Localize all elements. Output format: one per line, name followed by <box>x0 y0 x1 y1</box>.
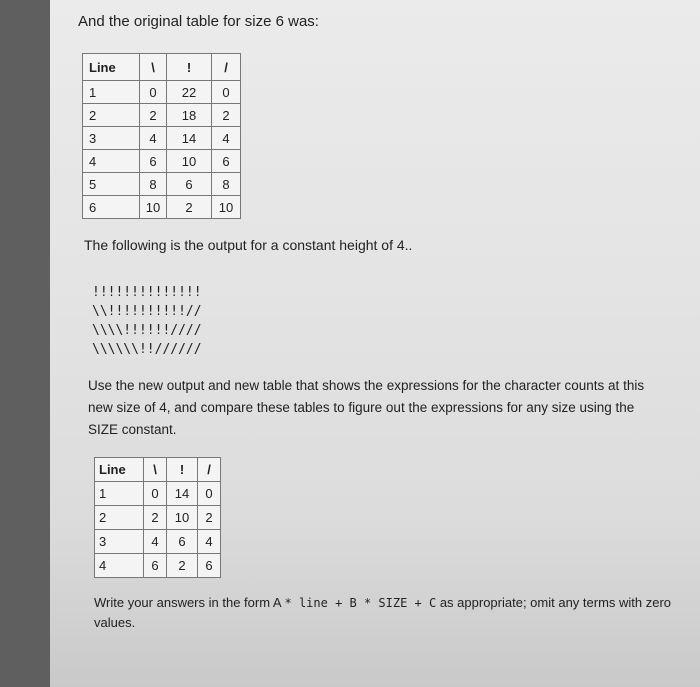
table-row <box>95 554 221 578</box>
pattern-line-2: \\!!!!!!!!!!// <box>92 304 202 319</box>
table-cell: 6 <box>83 196 140 219</box>
header-cell: \ <box>140 54 167 81</box>
table-cell: 0 <box>144 482 167 506</box>
table-cell: 2 <box>198 506 221 530</box>
table-cell: 2 <box>144 506 167 530</box>
table-row <box>95 482 221 506</box>
table-row <box>83 173 241 196</box>
header-cell: ! <box>167 54 212 81</box>
table-cell: 6 <box>140 150 167 173</box>
table-cell: 4 <box>140 127 167 150</box>
table-cell: 3 <box>95 530 144 554</box>
answer-note-suffix: as appropriate; omit any terms with zero values. <box>94 595 672 630</box>
table-cell: 0 <box>140 81 167 104</box>
table-cell: 5 <box>83 173 140 196</box>
table-cell: 2 <box>167 196 212 219</box>
table-row <box>95 530 221 554</box>
table-size-6 <box>82 53 241 219</box>
ascii-pattern-output <box>92 283 202 359</box>
table-cell: 8 <box>212 173 241 196</box>
table-cell: 4 <box>83 150 140 173</box>
table-cell: 1 <box>95 482 144 506</box>
table-cell: 1 <box>83 81 140 104</box>
table-cell: 10 <box>167 506 198 530</box>
table-cell: 22 <box>167 81 212 104</box>
pattern-line-3: \\\\!!!!!!//// <box>92 323 202 338</box>
pattern-line-1: !!!!!!!!!!!!!! <box>92 285 202 300</box>
table-row <box>83 104 241 127</box>
heading-original-table: And the original table for size 6 was: <box>78 13 319 30</box>
table-cell: 3 <box>83 127 140 150</box>
table-cell: 6 <box>167 173 212 196</box>
table-row <box>83 127 241 150</box>
table-cell: 6 <box>212 150 241 173</box>
header-cell: \ <box>144 458 167 482</box>
table-cell: 4 <box>198 530 221 554</box>
table-cell: 4 <box>95 554 144 578</box>
table-cell: 2 <box>212 104 241 127</box>
table-cell: 14 <box>167 482 198 506</box>
table-cell: 10 <box>212 196 241 219</box>
table-cell: 14 <box>167 127 212 150</box>
table-row <box>95 506 221 530</box>
answer-format-note <box>94 593 674 632</box>
table-cell: 6 <box>198 554 221 578</box>
table-row <box>83 196 241 219</box>
header-cell: / <box>198 458 221 482</box>
answer-note-prefix: Write your answers in the form A <box>94 595 285 610</box>
answer-note-formula: * line + B * SIZE + C <box>284 596 437 610</box>
table-row <box>83 81 241 104</box>
table-cell: 8 <box>140 173 167 196</box>
table-cell: 2 <box>95 506 144 530</box>
heading-output: The following is the output for a constant height of 4.. <box>84 237 413 253</box>
header-cell: Line <box>83 54 140 81</box>
table-row <box>83 150 241 173</box>
header-cell: Line <box>95 458 144 482</box>
table-cell: 2 <box>140 104 167 127</box>
table-cell: 4 <box>144 530 167 554</box>
instruction-paragraph: Use the new output and new table that shows the expressions for the character counts at this new size of 4, and compare these tables to figure out the expressions for any size using the SIZE constant. <box>88 378 645 437</box>
table-cell: 6 <box>144 554 167 578</box>
table-cell: 2 <box>83 104 140 127</box>
table-cell: 18 <box>167 104 212 127</box>
table-size-4 <box>94 457 221 578</box>
table-cell: 6 <box>167 530 198 554</box>
header-cell: ! <box>167 458 198 482</box>
table-cell: 10 <box>140 196 167 219</box>
table-cell: 0 <box>198 482 221 506</box>
table-header-row <box>83 54 241 81</box>
header-cell: / <box>212 54 241 81</box>
table-cell: 4 <box>212 127 241 150</box>
table-cell: 10 <box>167 150 212 173</box>
pattern-line-4: \\\\\\!!////// <box>92 342 202 357</box>
table-header-row <box>95 458 221 482</box>
table-cell: 0 <box>212 81 241 104</box>
table-cell: 2 <box>167 554 198 578</box>
